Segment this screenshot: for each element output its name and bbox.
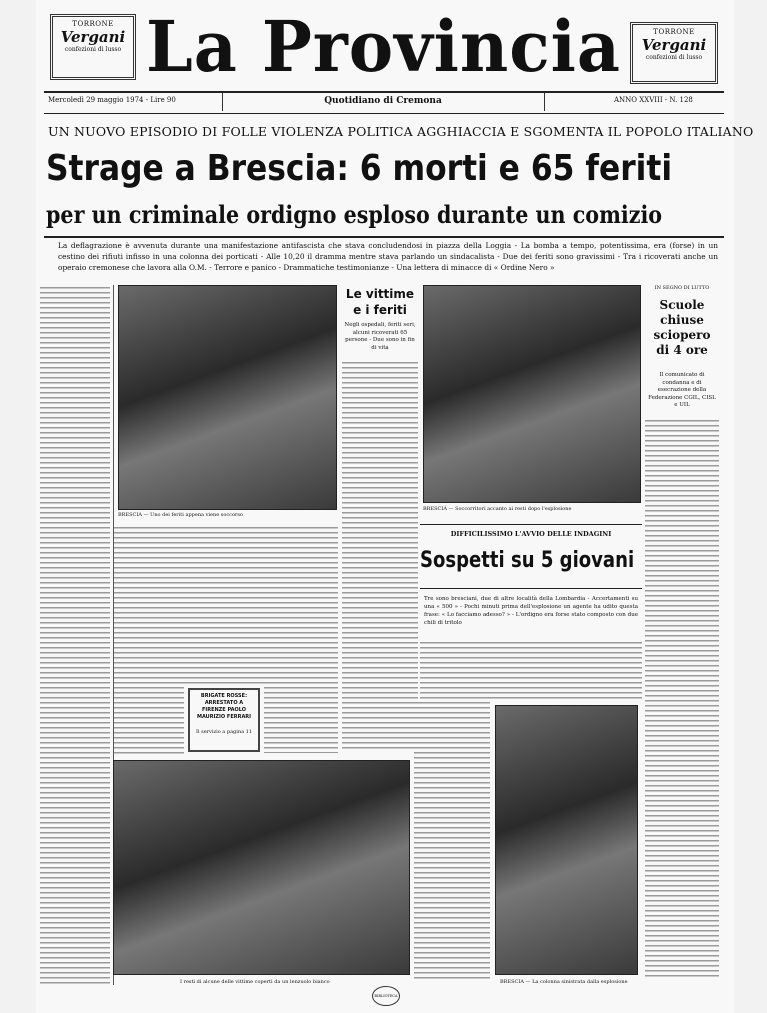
photo-wounded (118, 285, 337, 510)
brigate-rosse-box (188, 688, 260, 752)
divider (44, 113, 724, 114)
divider (44, 91, 724, 93)
divider (420, 524, 642, 525)
text-column (420, 640, 642, 700)
ad-left-bottom: confezioni di lusso (64, 46, 122, 53)
ad-right-brand: Vergani (641, 36, 707, 54)
caption: BRESCIA — La colonna sinistrata dalla esplosione (500, 979, 628, 985)
text-column (645, 418, 719, 978)
text-column (114, 685, 184, 755)
text-column (264, 685, 338, 753)
divider (544, 93, 545, 111)
investigation-lead: Tre sono bresciani, due di altre località della Lombardia - Accertamenti su una « 500 » - Pochi minuti prima dell'esplosione un agente ha udito questa frase: « Lo facciamo adesso? » - L'ordigno era forse stato composto con due chili di tritolo (424, 596, 638, 626)
summary: La deflagrazione è avvenuta durante una manifestazione antifascista che stava concludendosi in piazza della Loggia - La bomba a tempo, potentissima, era (forse) in un cestino dei rifiuti infisso in una colonna dei porticati - Alle 10,20 il dramma mentre stava parlando un sindacalista - Due dei feriti sono gravissimi - Tra i ricoverati anche un operaio cremonese che lavora alla O.M. - Terrore e panico - Drammatiche testimonianze - Una lettera di minacce di « Ordine Nero » (58, 241, 718, 272)
ad-right-top: TORRONE (653, 28, 695, 36)
ad-left-top: TORRONE (72, 20, 114, 28)
subheadline: per un criminale ordigno esploso durante un comizio (46, 200, 663, 229)
box-note: Il servizio a pagina 11 (195, 729, 253, 735)
ad-left (50, 14, 136, 80)
headline: Strage a Brescia: 6 morti e 65 feriti (46, 148, 673, 189)
investigation-title: Sospetti su 5 giovani (420, 548, 635, 573)
caption: BRESCIA — Soccorritori accanto ai resti dopo l'esplosione (423, 506, 572, 512)
text-column (342, 360, 418, 752)
schools-lead: Il comunicato di condanna e di esecrazione della Federazione CGIL, CISL e UIL (648, 372, 716, 408)
text-column (414, 700, 490, 980)
box-title: BRIGATE ROSSE: ARRESTATO A FIRENZE PAOLO MAURIZIO FERRARI (196, 693, 252, 720)
photo-square (113, 760, 410, 975)
issue-date: Mercoledì 29 maggio 1974 - Lire 90 (48, 96, 176, 104)
victims-lead: Negli ospedali, feriti seri, alcuni ricoverati 65 persone - Due sono in fin di vita (344, 322, 416, 351)
divider (44, 236, 724, 238)
kicker: UN NUOVO EPISODIO DI FOLLE VIOLENZA POLITICA AGGHIACCIA E SGOMENTA IL POPOLO ITALIANO (48, 124, 754, 139)
masthead-title: La Provincia (146, 5, 621, 88)
subtitle: Quotidiano di Cremona (324, 96, 442, 106)
ad-left-brand: Vergani (60, 28, 126, 46)
schools-title: Scuole chiuse sciopero di 4 ore (653, 298, 711, 357)
text-column (114, 525, 338, 685)
caption: I resti di alcune delle vittime coperti da un lenzuolo bianco (180, 979, 330, 985)
investigation-kicker: DIFFICILISSIMO L'AVVIO DELLE INDAGINI (450, 530, 612, 538)
schools-kicker: IN SEGNO DI LUTTO (654, 285, 710, 291)
issue-number: ANNO XXVIII - N. 128 (614, 96, 693, 104)
ad-right-bottom: confezioni di lusso (645, 54, 703, 61)
caption: BRESCIA — Uno dei feriti appena viene soccorso (118, 512, 243, 518)
victims-title: Le vittime e i feriti (345, 287, 415, 317)
photo-rescuers (423, 285, 641, 503)
library-stamp: BIBLIOTECA (372, 986, 400, 1006)
ad-right (630, 22, 718, 84)
photo-column (495, 705, 638, 975)
divider (420, 588, 642, 589)
text-column (40, 285, 110, 985)
